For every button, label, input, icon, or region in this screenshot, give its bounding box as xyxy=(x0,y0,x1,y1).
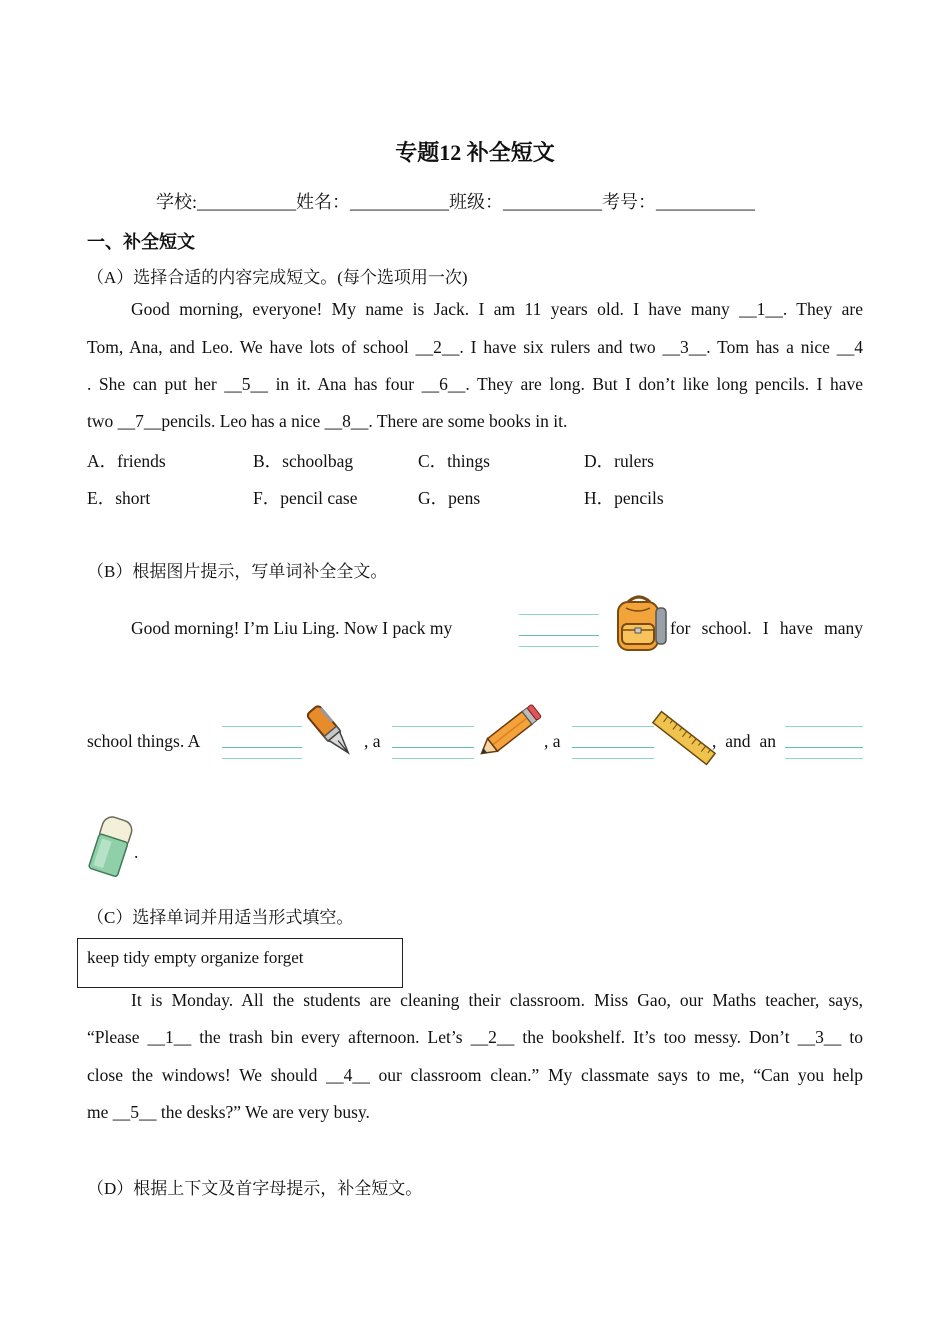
part-b-line-1-right: for school. I have many xyxy=(670,618,863,638)
write-line[interactable] xyxy=(572,758,654,759)
part-d-instruction: （D）根据上下文及首字母提示，补全短文。 xyxy=(87,1179,423,1198)
option-c: C．things xyxy=(418,451,490,471)
write-line[interactable] xyxy=(572,726,654,727)
part-b-line-3-end: . xyxy=(134,842,139,862)
part-a-instruction: （A）选择合适的内容完成短文。(每个选项用一次) xyxy=(87,268,468,287)
part-b-instruction: （B）根据图片提示，写单词补全全文。 xyxy=(87,562,388,581)
part-b-line-2d: , and an xyxy=(712,731,776,751)
part-c-instruction: （C）选择单词并用适当形式填空。 xyxy=(87,908,354,927)
section-heading: 一、补全短文 xyxy=(87,232,195,252)
student-info-line: 学校:___________姓名：___________班级：___________考号：___________ xyxy=(156,192,755,212)
write-line[interactable] xyxy=(519,635,599,636)
write-line[interactable] xyxy=(392,747,474,748)
part-a-line-3: . She can put her __5__ in it. Ana has four __6__. They are long. But I don’t like long pencils. I have xyxy=(87,374,863,394)
write-line[interactable] xyxy=(572,747,654,748)
option-e: E．short xyxy=(87,488,151,508)
part-a-line-4: two __7__pencils. Leo has a nice __8__. There are some books in it. xyxy=(87,411,568,431)
write-line[interactable] xyxy=(519,646,599,647)
schoolbag-icon xyxy=(608,594,670,654)
word-box xyxy=(77,938,403,988)
option-d: D．rulers xyxy=(584,451,654,471)
part-c-line-1: It is Monday. All the students are cleaning their classroom. Miss Gao, our Maths teacher, says, xyxy=(131,990,863,1010)
part-b-line-2b: , a xyxy=(364,731,381,751)
part-b-line-1-left: Good morning! I’m Liu Ling. Now I pack my xyxy=(131,618,453,638)
part-b-line-2c: , a xyxy=(544,731,561,751)
option-a: A．friends xyxy=(87,451,166,471)
write-line[interactable] xyxy=(392,726,474,727)
write-line[interactable] xyxy=(519,614,599,615)
page-title: 专题12 补全短文 xyxy=(395,140,555,165)
pen-icon xyxy=(302,704,364,762)
part-a-line-1: Good morning, everyone! My name is Jack. I am 11 years old. I have many __1__. They are xyxy=(131,299,863,319)
write-line[interactable] xyxy=(785,726,863,727)
option-h: H．pencils xyxy=(584,488,664,508)
word-box-text: keep tidy empty organize forget xyxy=(87,948,304,967)
option-g: G．pens xyxy=(418,488,481,508)
pencil-icon xyxy=(474,702,544,762)
part-a-line-2: Tom, Ana, and Leo. We have lots of school __2__. I have six rulers and two __3__. Tom has a nice __4 xyxy=(87,337,863,357)
write-line[interactable] xyxy=(785,758,863,759)
write-line[interactable] xyxy=(222,726,302,727)
part-c-line-3: close the windows! We should __4__ our classroom clean.” My classmate says to me, “Can you help xyxy=(87,1065,863,1085)
ruler-icon xyxy=(652,710,716,766)
write-line[interactable] xyxy=(222,758,302,759)
part-b-line-2a: school things. A xyxy=(87,731,201,751)
option-f: F．pencil case xyxy=(253,488,358,508)
eraser-icon xyxy=(86,814,138,880)
part-c-line-4: me __5__ the desks?” We are very busy. xyxy=(87,1102,370,1122)
write-line[interactable] xyxy=(392,758,474,759)
write-line[interactable] xyxy=(222,747,302,748)
option-b: B．schoolbag xyxy=(253,451,354,471)
write-line[interactable] xyxy=(785,747,863,748)
part-c-line-2: “Please __1__ the trash bin every afternoon. Let’s __2__ the bookshelf. It’s too messy. Don’t __3__ to xyxy=(87,1027,863,1047)
